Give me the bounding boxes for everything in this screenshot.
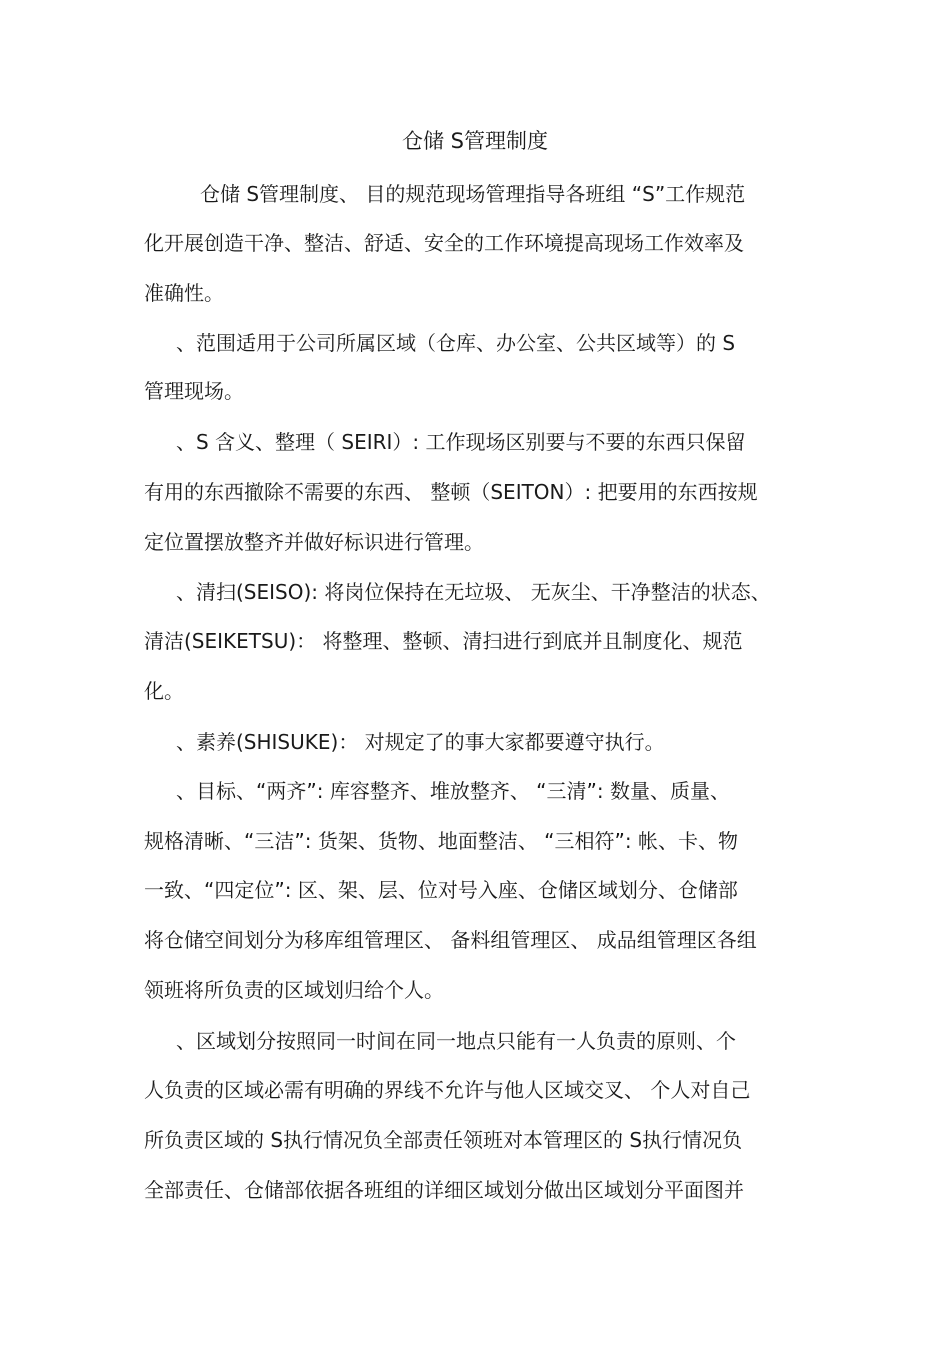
body-line-2: 化开展创造干净、整洁、舒适、安全的工作环境提高现场工作效率及 — [144, 231, 744, 255]
body-line-9: 、清扫(SEISO): 将岗位保持在无垃圾、 无灰尘、干净整洁的状态、 — [176, 580, 771, 604]
body-line-19: 人负责的区域必需有明确的界线不允许与他人区域交叉、 个人对自己 — [144, 1078, 751, 1102]
body-line-10: 清洁(SEIKETSU)： 将整理、整顿、清扫进行到底并且制度化、规范 — [144, 629, 743, 653]
body-line-21: 全部责任、仓储部依据各班组的详细区域划分做出区域划分平面图并 — [144, 1178, 744, 1202]
body-line-6: 、S 含义、整理（ SEIRI）: 工作现场区别要与不要的东西只保留 — [176, 430, 746, 454]
body-line-3: 准确性。 — [144, 281, 224, 305]
body-line-15: 一致、“四定位”: 区、架、层、位对号入座、仓储区域划分、仓储部 — [144, 878, 738, 902]
body-line-14: 规格清晰、“三洁”: 货架、货物、地面整洁、 “三相符”: 帐、卡、物 — [144, 829, 738, 853]
body-line-11: 化。 — [144, 679, 184, 703]
body-line-1: 仓储 S管理制度、 目的规范现场管理指导各班组 “S”工作规范 — [200, 182, 746, 206]
body-line-18: 、区域划分按照同一时间在同一地点只能有一人负责的原则、个 — [176, 1029, 736, 1053]
document-title: 仓储 S管理制度 — [401, 129, 548, 153]
body-line-16: 将仓储空间划分为移库组管理区、 备料组管理区、 成品组管理区各组 — [144, 928, 757, 952]
body-line-20: 所负责区域的 S执行情况负全部责任领班对本管理区的 S执行情况负 — [144, 1128, 743, 1152]
body-line-4: 、范围适用于公司所属区域（仓库、办公室、公共区域等）的 S — [176, 331, 736, 355]
body-line-17: 领班将所负责的区域划归给个人。 — [144, 978, 444, 1002]
body-line-8: 定位置摆放整齐并做好标识进行管理。 — [144, 530, 484, 554]
body-line-12: 、素养(SHISUKE)： 对规定了的事大家都要遵守执行。 — [176, 730, 665, 754]
body-line-13: 、目标、“两齐”: 库容整齐、堆放整齐、 “三清”: 数量、质量、 — [176, 779, 730, 803]
body-line-7: 有用的东西撤除不需要的东西、 整顿（SEITON）: 把要用的东西按规 — [144, 480, 758, 504]
body-line-5: 管理现场。 — [144, 379, 244, 403]
